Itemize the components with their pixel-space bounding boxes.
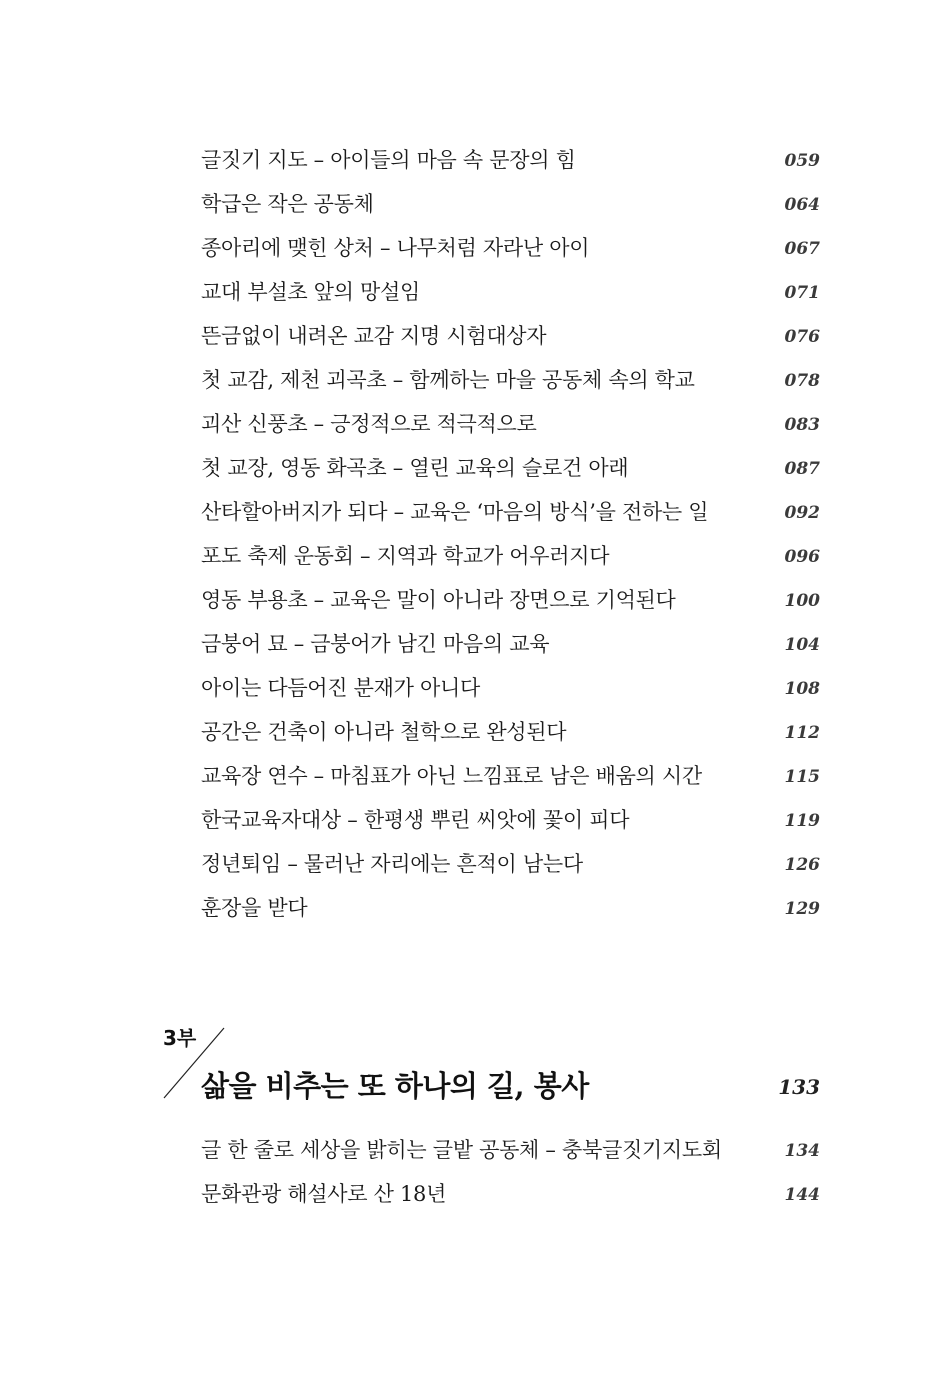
toc-entry[interactable] [0, 536, 950, 580]
toc-entry[interactable] [0, 492, 950, 536]
toc-entry-title: 공간은 건축이 아니라 철학으로 완성된다 [201, 720, 567, 744]
part-title[interactable]: 삶을 비추는 또 하나의 길, 봉사 [201, 1069, 589, 1103]
toc-entry-title: 아이는 다듬어진 분재가 아니다 [201, 676, 480, 700]
toc-entry-page: 092 [784, 503, 820, 523]
toc-entry[interactable] [0, 448, 950, 492]
toc-entry-title: 교육장 연수 – 마침표가 아닌 느낌표로 남은 배움의 시간 [201, 764, 702, 788]
toc-entry[interactable] [0, 272, 950, 316]
toc-entry-page: 096 [784, 547, 820, 567]
toc-entry[interactable] [0, 800, 950, 844]
toc-entry-page: 087 [784, 459, 820, 479]
toc-entry[interactable] [0, 580, 950, 624]
toc-entry-page: 067 [784, 239, 820, 259]
toc-entry-title: 종아리에 맺힌 상처 – 나무처럼 자라난 아이 [201, 236, 590, 260]
toc-entry-page: 144 [784, 1185, 820, 1205]
toc-entry-page: 078 [784, 371, 820, 391]
toc-entry-page: 112 [784, 723, 820, 743]
toc-entry[interactable] [0, 888, 950, 932]
toc-entry[interactable] [0, 756, 950, 800]
toc-entry-title: 훈장을 받다 [201, 896, 308, 920]
toc-entry[interactable] [0, 184, 950, 228]
toc-entry[interactable] [0, 316, 950, 360]
toc-entry-title: 첫 교감, 제천 괴곡초 – 함께하는 마을 공동체 속의 학교 [201, 368, 695, 392]
part-toc-list [0, 1130, 950, 1218]
toc-entry-page: 064 [784, 195, 820, 215]
part-label: 3부 [163, 1026, 197, 1050]
toc-entry-title: 정년퇴임 – 물러난 자리에는 흔적이 남는다 [201, 852, 583, 876]
toc-entry-page: 134 [784, 1141, 820, 1161]
toc-entry[interactable] [0, 360, 950, 404]
toc-entry-page: 108 [784, 679, 820, 699]
toc-entry-title: 포도 축제 운동회 – 지역과 학교가 어우러지다 [201, 544, 610, 568]
toc-entry-title: 문화관광 해설사로 산 18년 [201, 1182, 447, 1206]
toc-entry-title: 글짓기 지도 – 아이들의 마음 속 문장의 힘 [201, 148, 576, 172]
toc-entry-page: 119 [784, 811, 820, 831]
toc-entry-page: 071 [784, 283, 820, 303]
toc-entry[interactable] [0, 140, 950, 184]
toc-entry-page: 126 [784, 855, 820, 875]
toc-list [0, 140, 950, 932]
toc-entry[interactable] [0, 844, 950, 888]
toc-entry-title: 금붕어 묘 – 금붕어가 남긴 마음의 교육 [201, 632, 550, 656]
toc-entry-page: 104 [784, 635, 820, 655]
toc-entry-page: 083 [784, 415, 820, 435]
toc-entry[interactable] [0, 404, 950, 448]
toc-entry-title: 교대 부설초 앞의 망설임 [201, 280, 420, 304]
toc-entry-page: 115 [784, 767, 820, 787]
toc-entry[interactable] [0, 228, 950, 272]
toc-entry[interactable] [0, 1130, 950, 1174]
toc-entry-title: 괴산 신풍초 – 긍정적으로 적극적으로 [201, 412, 537, 436]
toc-entry-page: 059 [784, 151, 820, 171]
toc-entry[interactable] [0, 712, 950, 756]
toc-entry-page: 100 [784, 591, 820, 611]
toc-entry-page: 129 [784, 899, 820, 919]
toc-entry-title: 첫 교장, 영동 화곡초 – 열린 교육의 슬로건 아래 [201, 456, 629, 480]
toc-entry-title: 글 한 줄로 세상을 밝히는 글밭 공동체 – 충북글짓기지도회 [201, 1138, 722, 1162]
toc-entry-title: 산타할아버지가 되다 – 교육은 ‘마음의 방식’을 전하는 일 [201, 500, 709, 524]
toc-entry-title: 영동 부용초 – 교육은 말이 아니라 장면으로 기억된다 [201, 588, 676, 612]
toc-entry-title: 학급은 작은 공동체 [201, 192, 374, 216]
toc-entry[interactable] [0, 668, 950, 712]
toc-entry-title: 한국교육자대상 – 한평생 뿌린 씨앗에 꽃이 피다 [201, 808, 630, 832]
toc-entry[interactable] [0, 1174, 950, 1218]
toc-entry-title: 뜬금없이 내려온 교감 지명 시험대상자 [201, 324, 547, 348]
toc-entry[interactable] [0, 624, 950, 668]
toc-entry-page: 076 [784, 327, 820, 347]
part-page-number: 133 [778, 1075, 820, 1099]
